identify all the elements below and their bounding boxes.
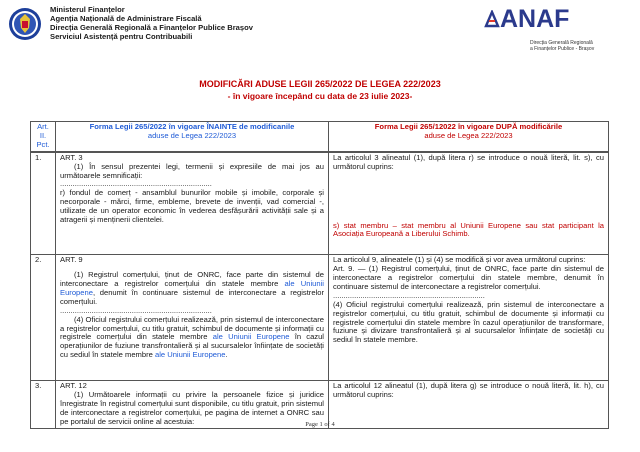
anaf-sub-line: Direcția Generală Regională bbox=[530, 40, 593, 46]
header-after: Forma Legii 265/12022 în vigoare DUPĂ modificările aduse de Legea 222/2023 bbox=[329, 122, 609, 152]
ministry-line: Direcția Generală Regională a Finanțelor Publice Brașov bbox=[50, 23, 253, 32]
article-label: ART. 9 bbox=[60, 255, 83, 265]
paragraph: (1) În sensul prezentei legi, termenii și expresiile de mai jos au următoarele semnificații: bbox=[60, 161, 324, 180]
anaf-logo bbox=[484, 4, 594, 56]
ellipsis-line: ........................................................................ bbox=[333, 290, 485, 300]
article-label: ART. 3 bbox=[60, 152, 83, 162]
paragraph: r) fondul de comerț - ansamblul bunurilor mobile și imobile, corporale și necorporale - mărci, firme, embleme, brevete de invenții, vad comercial -, utilizate de un operator economic în vederea desfășurării activității sale și a atragerii și menținerii clientelei. bbox=[60, 188, 324, 225]
row-number: 2. bbox=[31, 255, 56, 381]
row-number: 1. bbox=[31, 152, 56, 255]
table-row bbox=[31, 152, 609, 255]
paragraph: La articolul 9, alineatele (1) și (4) se modifică și vor avea următorul cuprins: bbox=[333, 255, 586, 265]
row-number: 3. bbox=[31, 381, 56, 429]
paragraph-new: s) stat membru – stat membru al Uniunii Europene sau stat participant la Asociația Europeană a Liberului Schimb. bbox=[333, 220, 604, 239]
anaf-mark-icon bbox=[484, 10, 500, 28]
ellipsis-line: ........................................................................ bbox=[60, 305, 212, 315]
ministry-header bbox=[50, 5, 253, 41]
before-text bbox=[56, 152, 329, 255]
ellipsis-line: ........................................................................ bbox=[60, 179, 212, 189]
after-text bbox=[329, 152, 609, 255]
header-before: Forma Legii 265/2022 în vigoare ÎNAINTE de modificanile aduse de Legea 222/2023 bbox=[56, 122, 329, 152]
paragraph: Art. 9. — (1) Registrul comerțului, ținut de ONRC, face parte din sistemul de interconectare a registrelor comerțului din statele membre, denumit în continuare sistemul de interconectare a registrelor comerțului. bbox=[333, 264, 604, 291]
document-subtitle: - în vigoare începând cu data de 23 iulie 2023- bbox=[227, 91, 413, 101]
romania-coat-of-arms-icon bbox=[8, 4, 42, 44]
ministry-line: Agenția Națională de Administrare Fiscală bbox=[50, 14, 202, 23]
paragraph: (4) Oficiul registrului comerțului realizează, prin sistemul de interconectare a registrelor comerțului, cu titlu gratuit, schimbul de documente și informații cu registrele comerțului din statele membre în cazul operațiunilor de transformare, fuziune și divizare transfrontalieră și al sucursalelor înființate de societăți cu sediul în statele membre. bbox=[333, 299, 604, 345]
anaf-logo-text: ANAF bbox=[500, 5, 570, 33]
after-text bbox=[329, 255, 609, 381]
comparison-table bbox=[30, 121, 609, 429]
table-row bbox=[31, 255, 609, 381]
table-header-row bbox=[31, 122, 609, 152]
paragraph: La articolul 3 alineatul (1), după litera r) se introduce o nouă literă, lit. s), cu următorul cuprins: bbox=[333, 152, 604, 171]
anaf-logo-subtitle bbox=[530, 40, 594, 52]
paragraph: La articolul 12 alineatul (1), după litera g) se introduce o nouă literă, lit. h), cu următorul cuprins: bbox=[333, 381, 604, 400]
ministry-line: Serviciul Asistență pentru Contribuabili bbox=[50, 32, 193, 41]
ministry-line: Ministerul Finanțelor bbox=[50, 5, 125, 14]
before-text bbox=[56, 255, 329, 381]
anaf-sub-line: a Finanțelor Publice - Brașov bbox=[530, 46, 595, 52]
paragraph: (1) Următoarele informații cu privire la persoanele fizice și juridice înregistrate în registrul comerțului sunt disponibile, cu titlu gratuit, prin sistemul de interconectare a registrelor comerțului, pe pagina de internet a ONRC sau pe portalul de servicii online al acestuia: bbox=[60, 390, 324, 426]
article-label: ART. 12 bbox=[60, 381, 87, 391]
paragraph: (1) Registrul comerțului, ținut de ONRC, face parte din sistemul de interconectare a registrelor comerțului din statele membre ale Uniunii Europene, denumit în continuare sistemul de interconectare a registrelor comerțului. bbox=[60, 270, 324, 306]
document-title: MODIFICĂRI ADUSE LEGII 265/2022 DE LEGEA 222/2023 bbox=[199, 79, 441, 89]
header-article-point: Art. II. Pct. bbox=[31, 122, 56, 152]
page-number: Page 1 of 4 bbox=[305, 421, 335, 428]
paragraph: (4) Oficiul registrului comerțului realizează, prin sistemul de interconectare a registrelor comerțului, cu titlu gratuit, schimbul de documente și informații cu registrele comerțului din statele membre ale Uniunii Europene în cazul operațiunilor de fuziune transfrontalieră și al sucursalelor înființate de societăți cu sediul în statele membre ale Uniunii Europene. bbox=[60, 314, 324, 360]
